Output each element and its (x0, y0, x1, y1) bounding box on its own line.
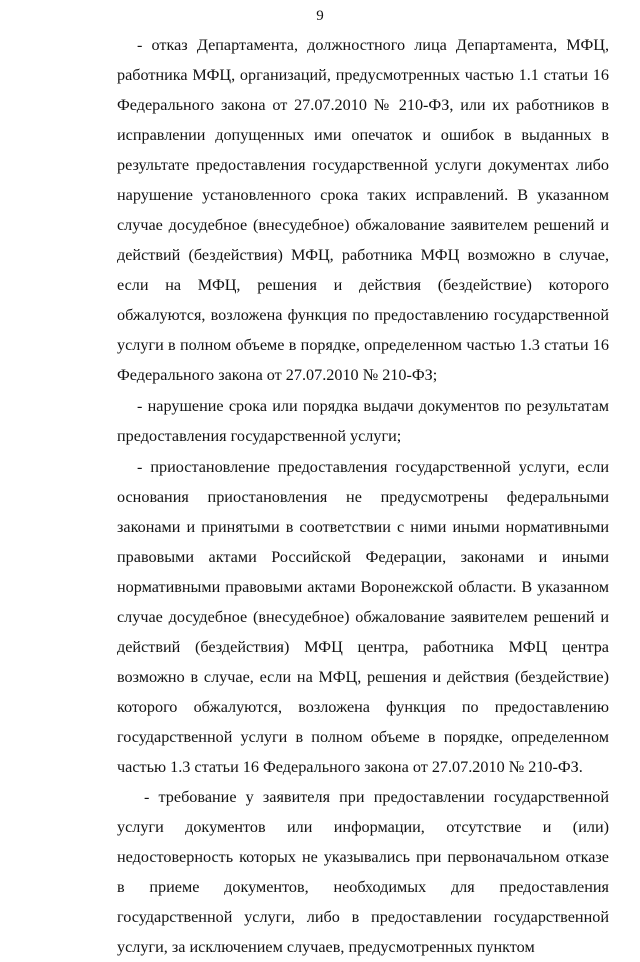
paragraph-document-requirement: - требование у заявителя при предоставлении государственной услуги документов или информации, отсутствие и (или) недостоверность которых не указывались при первоначальном отказе в приеме документов, необходимых для предоставления государственной услуги, либо в предоставлении государственной услуги, за исключением случаев, предусмотренных пунктом (117, 788, 609, 956)
page-number: 9 (316, 8, 324, 24)
paragraph-deadline-violation: - нарушение срока или порядка выдачи документов по результатам предоставления государственной услуги; (117, 397, 609, 445)
paragraph-refusal-to-correct: - отказ Департамента, должностного лица Департамента, МФЦ, работника МФЦ, организаций, предусмотренных частью 1.1 статьи 16 Федерального закона от 27.07.2010 № 210-ФЗ, или их работников в исправлении допущенных ими опечаток и ошибок в выданных в результате предоставления государственной услуги документах либо нарушение установленного срока таких исправлений. В указанном случае досудебное (внесудебное) обжалование заявителем решений и действий (бездействия) МФЦ, работника МФЦ возможно в случае, если на МФЦ, решения и действия (бездействие) которого обжалуются, возложена функция по предоставлению государственной услуги в полном объеме в порядке, определенном частью 1.3 статьи 16 Федерального закона от 27.07.2010 № 210-ФЗ; (117, 36, 609, 384)
paragraph-suspension: - приостановление предоставления государственной услуги, если основания приостановления не предусмотрены федеральными законами и принятыми в соответствии с ними иными нормативными правовыми актами Российской Федерации, законами и иными нормативными правовыми актами Воронежской области. В указанном случае досудебное (внесудебное) обжалование заявителем решений и действий (бездействия) МФЦ центра, работника МФЦ центра возможно в случае, если на МФЦ, решения и действия (бездействие) которого обжалуются, возложена функция по предоставлению государственной услуги в полном объеме в порядке, определенном частью 1.3 статьи 16 Федерального закона от 27.07.2010 № 210-ФЗ. (117, 458, 609, 776)
document-body (117, 30, 609, 962)
